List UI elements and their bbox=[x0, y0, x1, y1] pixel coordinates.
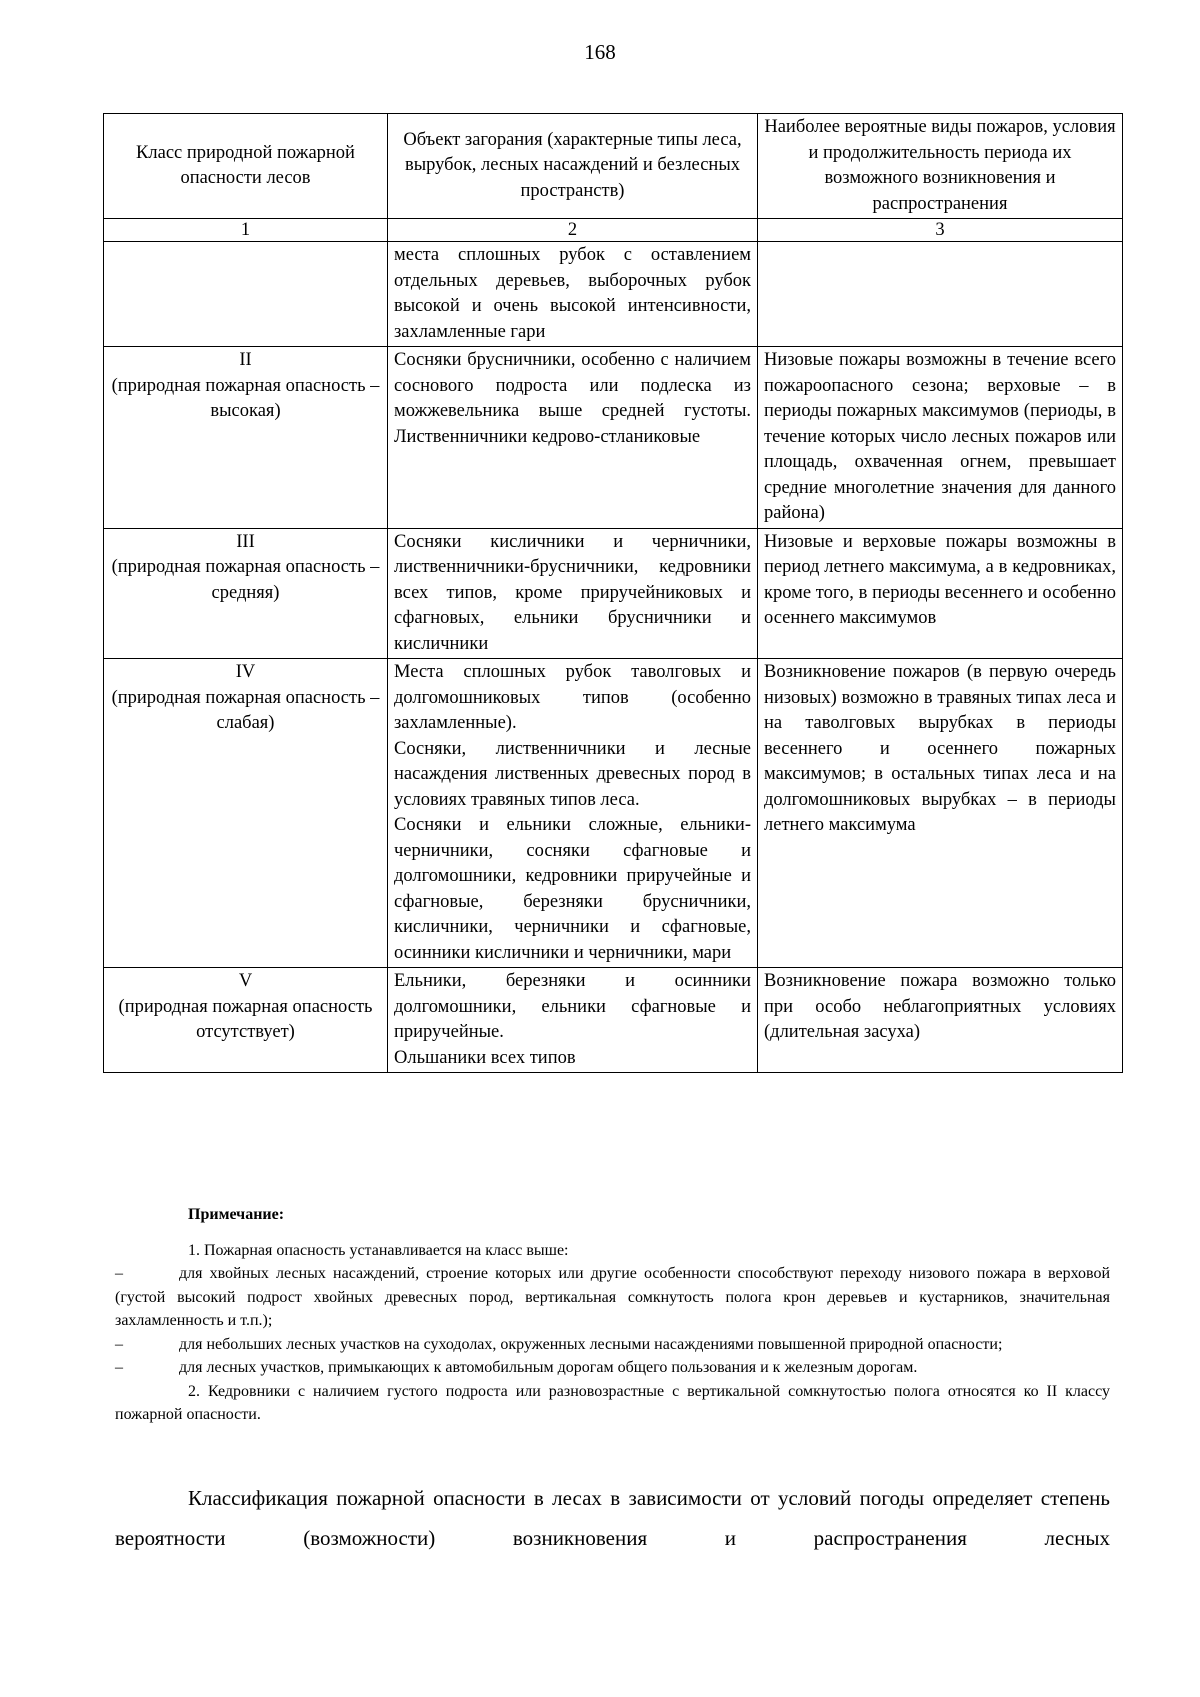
object-paragraph: Ельники, березняки и осинники долгомошники, ельники сфагновые и приручейные. bbox=[394, 971, 751, 1042]
object-paragraph: Сосняки кисличники и черничники, лиственничники-брусничники, кедровники всех типов, кроме приручейниковых и сфагновых, ельники брусничники и кисличники bbox=[394, 531, 751, 654]
table-row-class-5 bbox=[104, 968, 1123, 1073]
object-paragraph: Сосняки и ельники сложные, ельники-черничники, сосняки сфагновые и долгомошники, кедровники приручейные и сфагновые, березняки брусничники, кисличники, черничники и сфагновые, осинники кисличники и черничники, мари bbox=[394, 815, 751, 963]
class-numeral: II bbox=[239, 350, 252, 370]
table-header-row bbox=[104, 114, 1123, 219]
object-paragraph: Сосняки, лиственничники и лесные насаждения лиственных древесных пород в условиях травяных типов леса. bbox=[394, 738, 751, 810]
notes-section bbox=[115, 1203, 1110, 1427]
object-cell bbox=[388, 659, 758, 968]
class-description: (природная пожарная опасность –высокая) bbox=[111, 375, 380, 421]
class-description: (природная пожарная опасность – слабая) bbox=[111, 687, 380, 733]
table-row-continuation bbox=[104, 242, 1123, 347]
fires-cell: Возникновение пожара возможно только при особо неблагоприятных условиях (длительная засуха) bbox=[758, 968, 1123, 1073]
class-numeral: V bbox=[238, 971, 253, 991]
class-cell bbox=[104, 968, 388, 1073]
note-item-2: 2. Кедровники с наличием густого подроста или разновозрастные с вертикальной сомкнутостью полога относятся ко II классу пожарной опасности. bbox=[115, 1382, 1110, 1423]
class-cell bbox=[104, 347, 388, 529]
fires-cell-empty bbox=[758, 242, 1123, 347]
column-number: 3 bbox=[758, 219, 1123, 242]
object-paragraph: Сосняки брусничники, особенно с наличием соснового подроста или подлеска из можжевельника выше средней густоты. Лиственничники кедрово-стланиковые bbox=[394, 350, 751, 447]
object-cell: места сплошных рубок с оставлением отдельных деревьев, выборочных рубок высокой и очень высокой интенсивности, захламленные гари bbox=[388, 242, 758, 347]
dash-mark: – bbox=[115, 1359, 123, 1376]
note-bullet-text: для небольших лесных участков на суходолах, окруженных лесными насаждениями повышенной природной опасности; bbox=[179, 1335, 1003, 1353]
object-cell bbox=[388, 347, 758, 529]
column-number-row bbox=[104, 219, 1123, 242]
class-numeral: IV bbox=[235, 662, 256, 682]
fires-cell: Возникновение пожаров (в первую очередь низовых) возможно в травяных типах леса и на таволговых вырубках в периоды весеннего и осеннего пожарных максимумов; в остальных типах леса и на долгомошниковых вырубках – в периоды летнего максимума bbox=[758, 659, 1123, 968]
table-row-class-2 bbox=[104, 347, 1123, 529]
object-cell bbox=[388, 968, 758, 1073]
table-row-class-4 bbox=[104, 659, 1123, 968]
object-paragraph: Места сплошных рубок таволговых и долгомошниковых типов (особенно захламленные). bbox=[394, 662, 751, 733]
class-description: (природная пожарная опасность отсутствует) bbox=[118, 996, 373, 1042]
notes-title: Примечание: bbox=[188, 1206, 285, 1223]
page-number: 168 bbox=[584, 40, 616, 64]
class-cell bbox=[104, 659, 388, 968]
fire-danger-table bbox=[103, 113, 1123, 1073]
fires-cell: Низовые пожары возможны в течение всего пожароопасного сезона; верховые – в периоды пожарных максимумов (периоды, в течение которых число лесных пожаров или площадь, охваченная огнем, превышает средние многолетние значения для данного района) bbox=[758, 347, 1123, 529]
body-text bbox=[115, 1478, 1110, 1558]
dash-mark: – bbox=[115, 1335, 123, 1353]
column-number: 2 bbox=[388, 219, 758, 242]
object-paragraph: Ольшаники всех типов bbox=[394, 1047, 576, 1068]
object-cell bbox=[388, 528, 758, 659]
note-bullet bbox=[115, 1333, 1110, 1357]
class-numeral: III bbox=[236, 531, 255, 552]
header-fires: Наиболее вероятные виды пожаров, условия и продолжительность периода их возможного возникновения и распространения bbox=[758, 114, 1123, 219]
note-bullet-text: для лесных участков, примыкающих к автомобильным дорогам общего пользования и к железным дорогам. bbox=[179, 1359, 918, 1376]
class-description: (природная пожарная опасность – средняя) bbox=[111, 557, 380, 603]
note-item-1: 1. Пожарная опасность устанавливается на класс выше: bbox=[188, 1241, 569, 1259]
class-cell bbox=[104, 528, 388, 659]
column-number: 1 bbox=[104, 219, 388, 242]
header-class: Класс природной пожарной опасности лесов bbox=[104, 114, 388, 219]
fires-cell: Низовые и верховые пожары возможны в период летнего максимума, а в кедровниках, кроме того, в периоды весеннего и особенно осеннего максимумов bbox=[758, 528, 1123, 659]
dash-mark: – bbox=[115, 1265, 123, 1282]
header-object: Объект загорания (характерные типы леса, вырубок, лесных насаждений и безлесных пространств) bbox=[388, 114, 758, 219]
note-bullet bbox=[115, 1356, 1110, 1380]
body-paragraph: Классификация пожарной опасности в лесах в зависимости от условий погоды определяет степень вероятности (возможности) возникновения и распространения лесных bbox=[115, 1486, 1110, 1550]
note-bullet-text: для хвойных лесных насаждений, строение которых или другие особенности способствуют переходу низового пожара в верховой (густой высокий подрост хвойных древесных пород, вертикальная сомкнутость полога крон деревьев и кустарников, значительная захламленность и т.п.); bbox=[115, 1265, 1110, 1329]
class-cell-empty bbox=[104, 242, 388, 347]
table-row-class-3 bbox=[104, 528, 1123, 659]
note-bullet bbox=[115, 1262, 1110, 1333]
